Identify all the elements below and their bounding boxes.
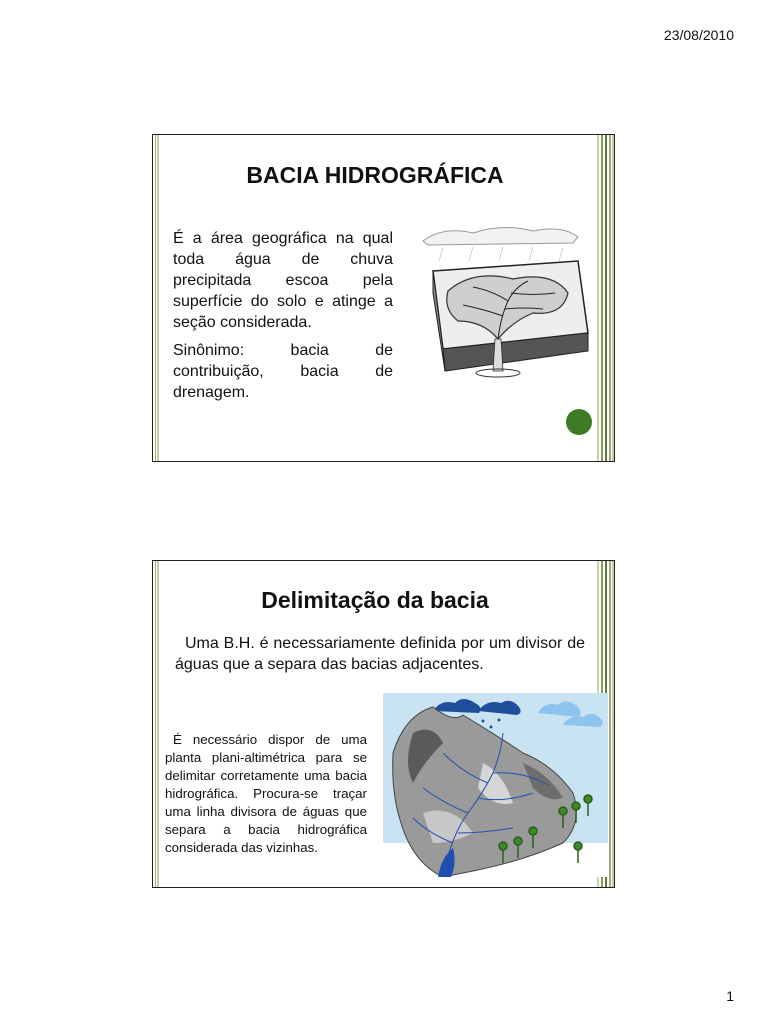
definition-text: Uma B.H. é necessariamente definida por um divisor de águas que a separa das bacias adjacentes. (175, 635, 585, 673)
green-circle-decoration (566, 409, 592, 435)
slide-bacia-hidrografica (152, 134, 615, 462)
definition-text: É a área geográfica na qual toda água de chuva precipitada escoa pela superfície do solo e atinge a seção considerada. (173, 230, 393, 331)
page-number: 1 (726, 988, 734, 1004)
watershed-terrain-illustration (383, 693, 608, 877)
page-date: 23/08/2010 (663, 27, 734, 43)
slide-title: BACIA HIDROGRÁFICA (246, 162, 504, 188)
watershed-sketch-illustration (403, 221, 599, 391)
procedure-text: É necessário dispor de uma planta plani-altimétrica para se delimitar corretamente uma bacia hidrográfica. Procura-se traçar uma linha divisora de águas que separa a bacia hidrográfica considerada das vizinhas. (165, 732, 367, 855)
synonym-text: Sinônimo: bacia de contribuição, bacia de drenagem. (173, 342, 393, 401)
slide-title: Delimitação da bacia (261, 587, 489, 613)
slide-delimitacao-da-bacia (152, 560, 615, 888)
right-stripe-decoration (597, 135, 614, 461)
